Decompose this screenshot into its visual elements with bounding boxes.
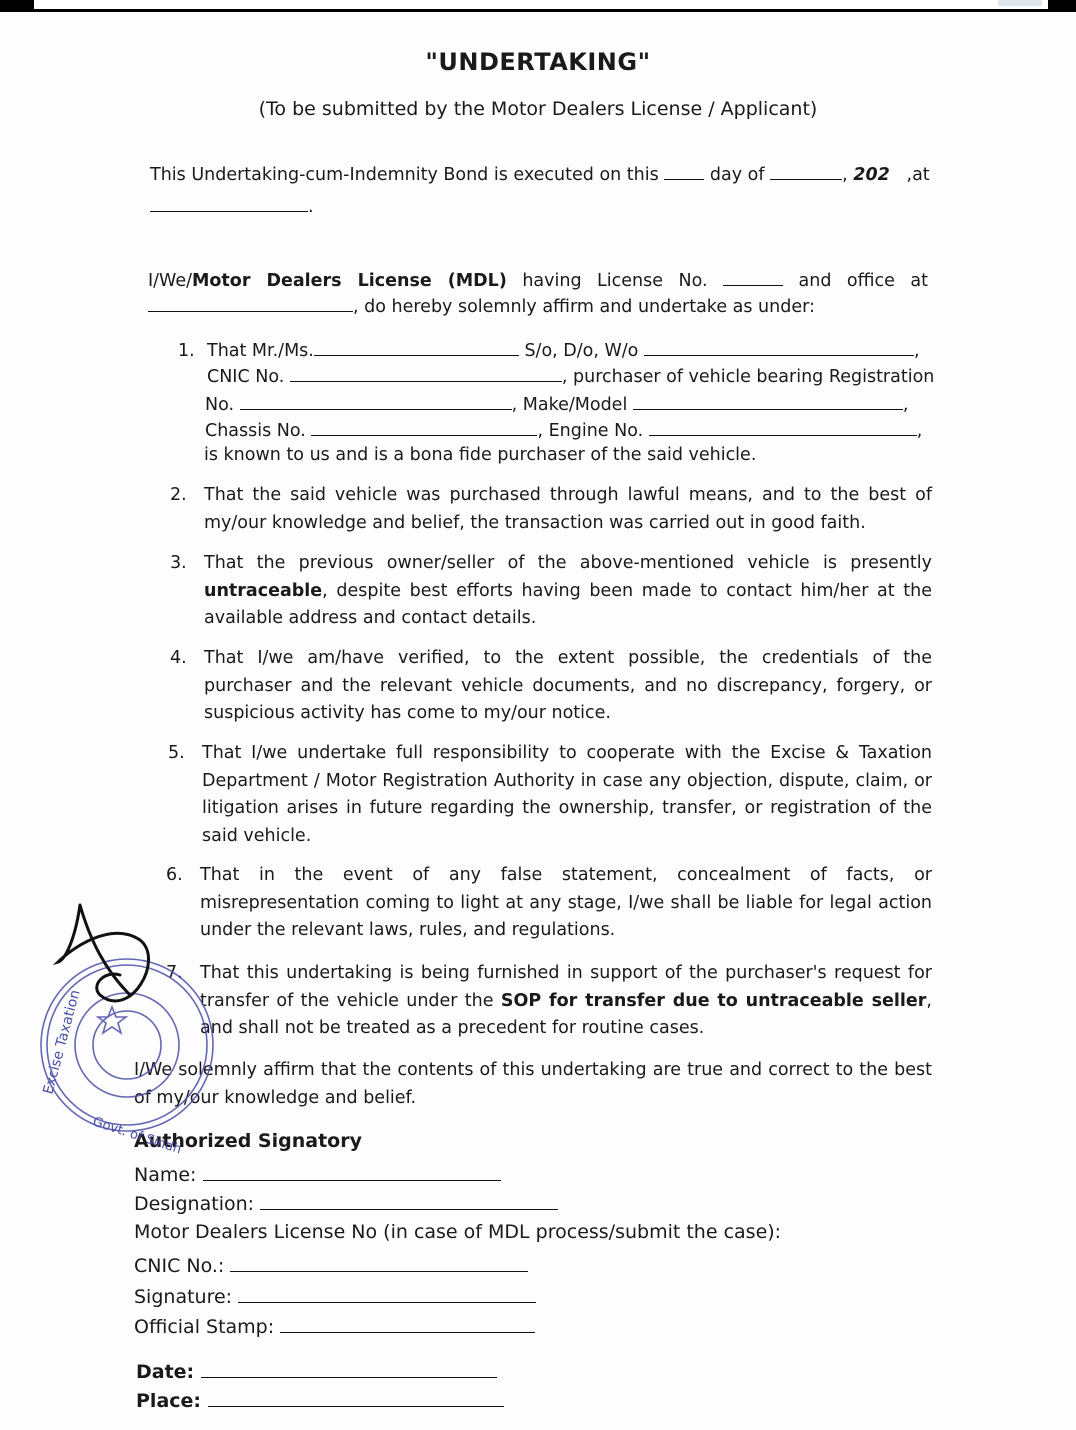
intro-text: This Undertaking-cum-Indemnity Bond is executed on this <box>150 165 659 185</box>
chassis-no-blank[interactable] <box>311 421 537 436</box>
designation-blank[interactable] <box>260 1195 558 1210</box>
svg-text:Excise Taxation: Excise Taxation <box>40 988 84 1097</box>
date-label: Date: <box>136 1361 195 1383</box>
declaration-license: having License No. <box>522 271 708 291</box>
place-label: Place: <box>136 1390 202 1412</box>
purchaser-name-blank[interactable] <box>314 341 519 356</box>
intro-year: 202 <box>853 165 890 185</box>
clause-7 <box>166 960 932 1043</box>
cnic-sig-blank[interactable] <box>230 1257 528 1272</box>
affirmation-text: I/We solemnly affirm that the contents of this undertaking are true and correct to the best of my/our knowledge and belief. <box>134 1060 932 1108</box>
make-model-blank[interactable] <box>633 395 903 410</box>
clause-number: 6. <box>166 865 183 885</box>
intro-day-of: day of <box>709 165 765 185</box>
name-row <box>134 1161 501 1189</box>
date-blank[interactable] <box>201 1363 497 1378</box>
intro-at: ,at <box>906 165 930 185</box>
clause-1-closing: is known to us and is a bona fide purchaser of the said vehicle. <box>204 445 757 465</box>
place-blank[interactable] <box>150 197 308 212</box>
clause-text: That I/we am/have verified, to the extent possible, the credentials of the purchaser and the relevant vehicle documents, and no discrepancy, forgery, or suspicious activity has come to my/our notice. <box>204 648 932 723</box>
clause-text-bold: untraceable <box>204 580 323 601</box>
clause-1-line-1: That Mr./Ms. S/o, D/o, W/o , <box>207 341 920 361</box>
official-stamp-row <box>134 1313 535 1341</box>
clause-6 <box>166 862 932 945</box>
month-blank[interactable] <box>770 165 842 180</box>
clause-1-line-2 <box>207 364 934 391</box>
clause-text-pre: That the previous owner/seller of the above-mentioned vehicle is presently <box>204 553 932 573</box>
engine-label: , Engine No. <box>537 421 644 441</box>
mdl-no-row: Motor Dealers License No (in case of MDL process/submit the case): <box>134 1221 782 1243</box>
clause-number: 7. <box>166 963 183 983</box>
clause-text-post: , despite best efforts having been made to contact him/her at the available address and contact details. <box>204 580 932 628</box>
purchaser-text: , purchaser of vehicle bearing Registration <box>561 367 935 387</box>
clause-text-post: , and shall not be treated as a precedent for routine cases. <box>200 990 932 1038</box>
clause-text: That in the event of any false statement, concealment of facts, or misrepresentation coming to light at any stage, I/we shall be liable for legal action under the relevant laws, rules, and regulations. <box>200 865 932 940</box>
clause-1-line-4: Chassis No. , Engine No. , <box>205 421 923 441</box>
official-stamp-blank[interactable] <box>280 1318 535 1333</box>
cnic-sig-label: CNIC No.: <box>134 1255 225 1277</box>
mr-ms-label: That Mr./Ms. <box>207 341 314 361</box>
place-sig-blank[interactable] <box>208 1392 504 1407</box>
cnic-blank[interactable] <box>290 367 562 382</box>
declaration-bold: Motor Dealers License (MDL) <box>192 271 507 291</box>
signatory-heading: Authorized Signatory <box>134 1130 362 1152</box>
name-blank[interactable] <box>203 1166 501 1181</box>
engine-no-blank[interactable] <box>649 421 917 436</box>
intro-line: This Undertaking-cum-Indemnity Bond is executed on this day of , 202 ,at <box>150 165 930 185</box>
place-row <box>136 1387 504 1415</box>
affirmation <box>134 1057 932 1112</box>
clause-text <box>200 960 932 1043</box>
declaration-office: and office at <box>798 271 928 291</box>
svg-text:Govt. of Sindh: Govt. of Sindh <box>90 1114 184 1158</box>
official-stamp-label: Official Stamp: <box>134 1316 275 1338</box>
clause-4 <box>170 645 932 728</box>
clause-text: That the said vehicle was purchased through lawful means, and to the best of my/our knowledge and belief, the transaction was carried out in good faith. <box>204 485 932 533</box>
place-blank-line: . <box>150 194 314 221</box>
document-subtitle: (To be submitted by the Motor Dealers License / Applicant) <box>258 98 818 120</box>
scan-top-border <box>0 0 1076 11</box>
designation-row <box>134 1190 558 1218</box>
clause-1-line-3: No. , Make/Model , <box>205 395 909 415</box>
day-blank[interactable] <box>664 165 704 180</box>
relation-name-blank[interactable] <box>644 341 914 356</box>
signature-row <box>134 1283 536 1311</box>
clause-text: That I/we undertake full responsibility to cooperate with the Excise & Taxation Department / Motor Registration Authority in case any objection, dispute, claim, or litigation arises in future regarding the ownership, transfer, or registration of the said vehicle. <box>202 743 932 846</box>
clause-text <box>204 550 932 633</box>
document-title: "UNDERTAKING" <box>425 48 651 76</box>
reg-no-label: No. <box>205 395 235 415</box>
handwritten-signature-icon <box>50 900 180 1040</box>
clause-text-bold: SOP for transfer due to untraceable seller <box>500 990 927 1011</box>
scan-border-line <box>0 9 1076 12</box>
license-no-blank[interactable] <box>723 271 783 286</box>
office-address-blank[interactable] <box>148 297 353 312</box>
clause-number: 4. <box>170 648 187 668</box>
declaration-prefix: I/We/ <box>148 271 192 291</box>
clause-number: 2. <box>170 485 187 505</box>
make-model-label: , Make/Model <box>511 395 628 415</box>
clause-number: 5. <box>168 743 185 763</box>
clause-3 <box>170 550 932 633</box>
clause-number: 3. <box>170 553 187 573</box>
clause-text-pre: That this undertaking is being furnished in support of the purchaser's request for transfer of the vehicle under the <box>200 963 932 1011</box>
cnic-label: CNIC No. <box>207 367 285 387</box>
declaration-affirm: , do hereby solemnly affirm and undertake as under: <box>353 297 815 317</box>
clause-1-number: 1. <box>178 341 195 361</box>
name-label: Name: <box>134 1164 197 1186</box>
registration-no-blank[interactable] <box>240 395 512 410</box>
signature-label: Signature: <box>134 1286 233 1308</box>
cnic-row <box>134 1252 528 1280</box>
declaration-line-1 <box>148 268 928 295</box>
designation-label: Designation: <box>134 1193 255 1215</box>
declaration-line-2 <box>148 294 815 321</box>
chassis-label: Chassis No. <box>205 421 306 441</box>
clause-5 <box>168 740 932 850</box>
relation-label: S/o, D/o, W/o <box>524 341 639 361</box>
date-row <box>136 1358 497 1386</box>
scanner-logo-icon <box>998 0 1042 6</box>
signature-blank[interactable] <box>238 1288 536 1303</box>
clause-2 <box>170 482 932 537</box>
